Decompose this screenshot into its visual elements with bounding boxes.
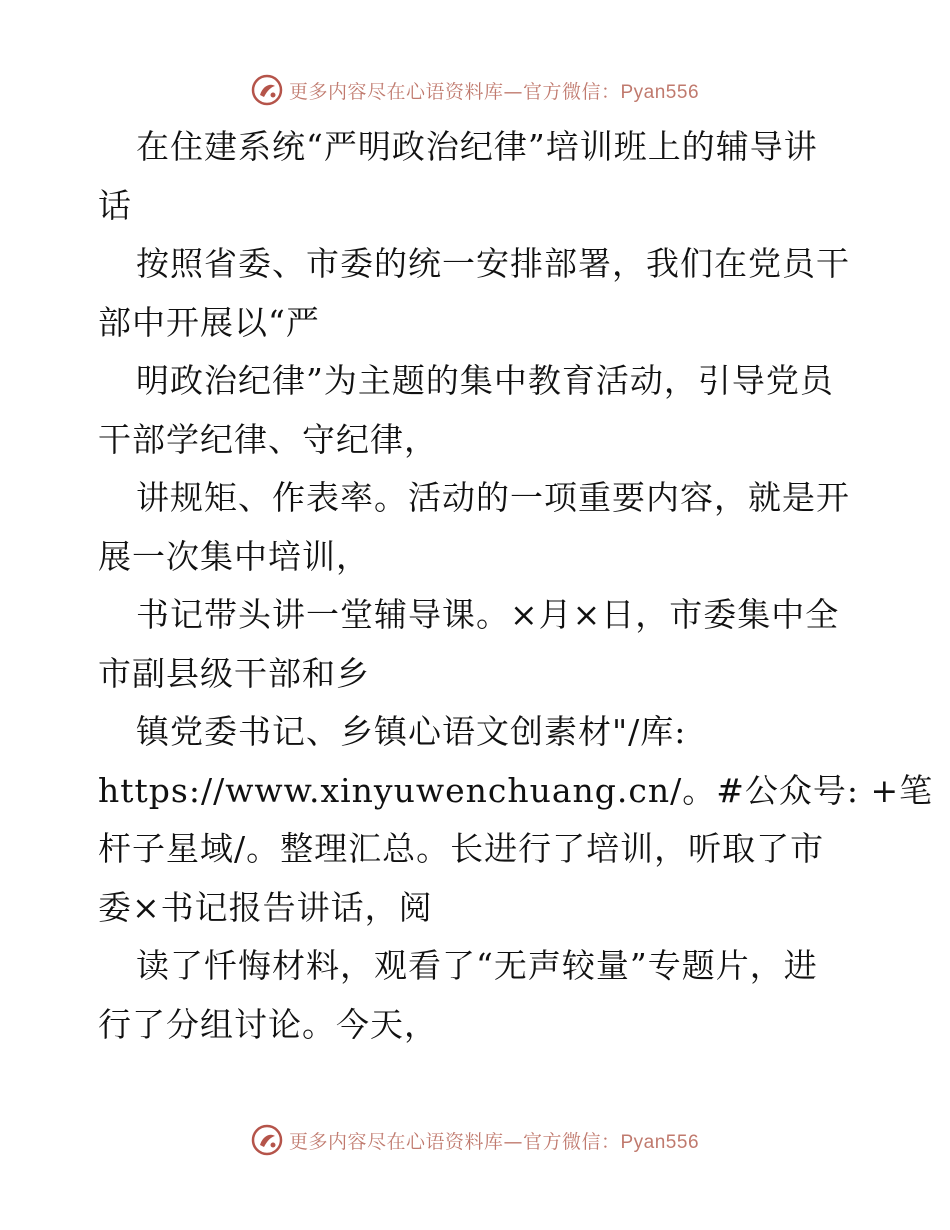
text-line: 干部学纪律、守纪律， <box>98 419 438 459</box>
watermark-text: 更多内容尽在心语资料库—官方微信：Pyan556 <box>288 1130 700 1153</box>
watermark-text: 更多内容尽在心语资料库—官方微信：Pyan556 <box>288 80 700 103</box>
text-line: 市副县级干部和乡 <box>98 653 370 693</box>
text-line: 讲规矩、作表率。活动的一项重要内容，就是开 <box>136 478 850 517</box>
text-line: 杆子星域/。整理汇总。长进行了培训，听取了市 <box>98 829 825 868</box>
header-watermark <box>0 70 950 110</box>
text-line: https://www.xinyuwenchuang.cn/。#公众号: +笔 <box>98 770 934 810</box>
footer-watermark <box>0 1120 950 1160</box>
text-line: 在住建系统“严明政治纪律”培训班上的辅导讲 <box>136 127 818 166</box>
text-line: 委×书记报告讲话，阅 <box>98 887 433 927</box>
watermark-wechat-id: Pyan556 <box>620 1131 700 1153</box>
watermark-wechat-id: Pyan556 <box>620 81 700 103</box>
text-line: 明政治纪律”为主题的集中教育活动，引导党员 <box>136 361 834 400</box>
text-line: 行了分组讨论。今天， <box>98 1004 438 1044</box>
text-line: 展一次集中培训， <box>98 536 370 576</box>
document-body <box>98 118 934 1054</box>
text-line: 话 <box>98 185 132 225</box>
text-line: 镇党委书记、乡镇心语文创素材"/库: <box>136 712 687 751</box>
text-line: 读了忏悔材料，观看了“无声较量”专题片，进 <box>136 946 818 985</box>
watermark-logo-icon <box>251 74 283 106</box>
text-line: 部中开展以“严 <box>98 302 320 342</box>
text-line: 按照省委、市委的统一安排部署，我们在党员干 <box>136 244 850 283</box>
watermark-logo-icon <box>251 1124 283 1156</box>
text-line: 书记带头讲一堂辅导课。×月×日，市委集中全 <box>136 595 840 634</box>
